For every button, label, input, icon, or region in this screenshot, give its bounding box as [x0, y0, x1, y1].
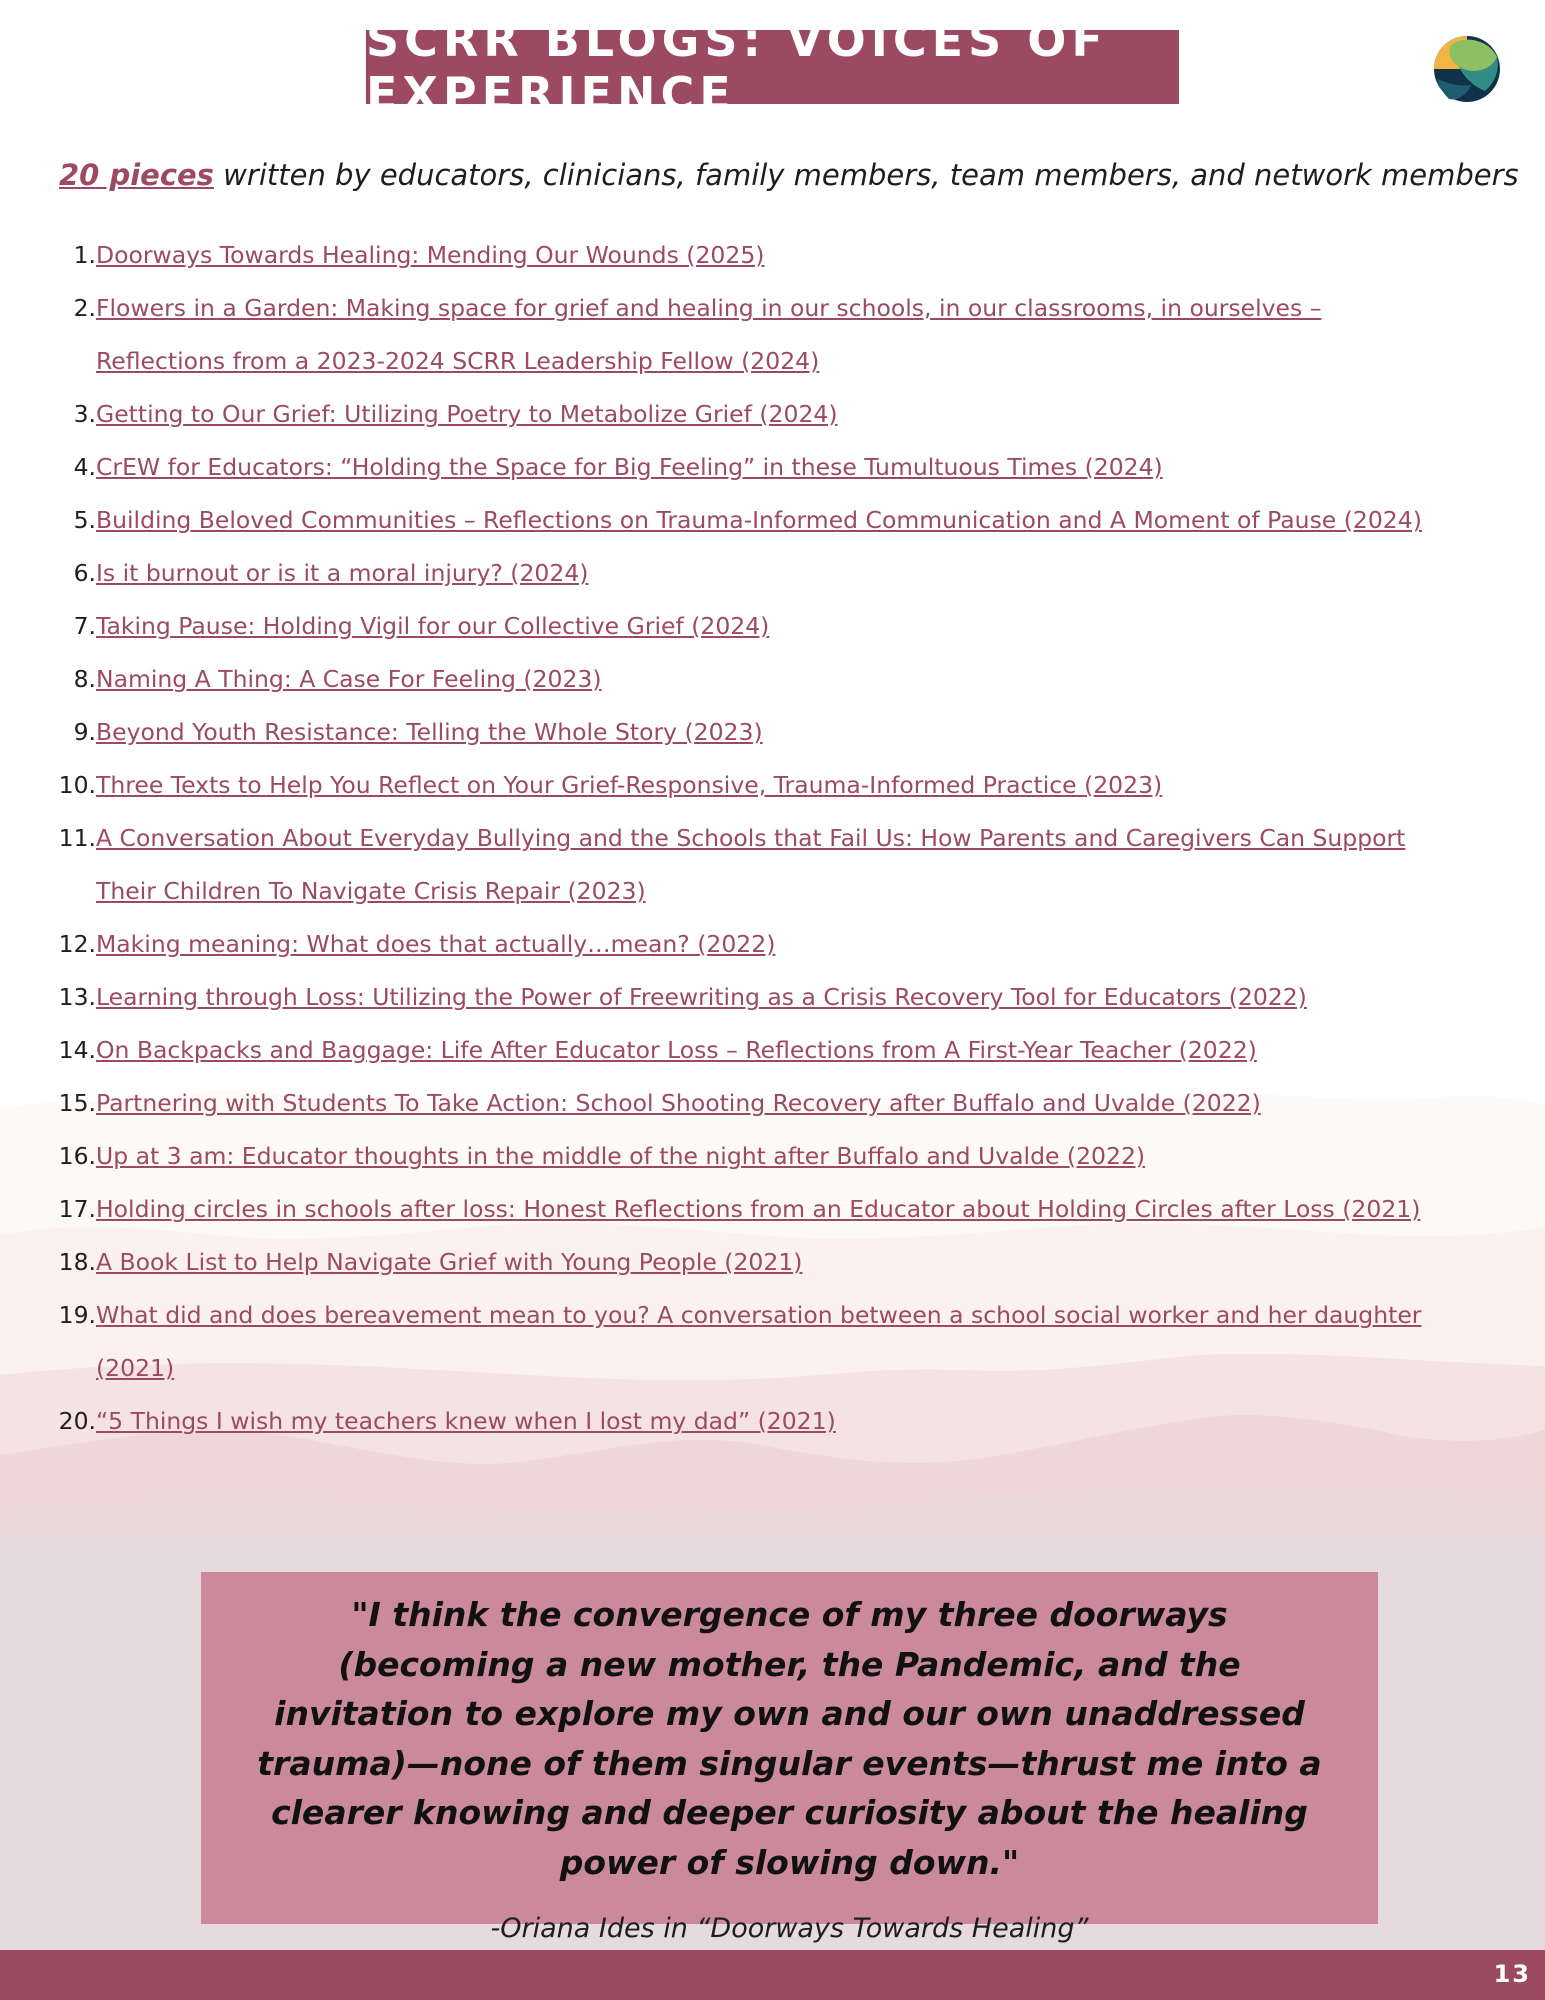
blog-link[interactable]: Up at 3 am: Educator thoughts in the middle of the night after Buffalo and Uvalde (2022) [96, 1142, 1146, 1170]
item-number: 18. [58, 1248, 96, 1276]
list-item [0, 600, 1545, 653]
item-number: 10. [58, 771, 96, 799]
blog-link[interactable]: Building Beloved Communities – Reflections on Trauma-Informed Communication and A Moment of Pause (2024) [96, 506, 1422, 534]
quote-attribution: -Oriana Ides in “Doorways Towards Healing” [490, 1913, 1089, 1944]
item-number: 19. [58, 1301, 96, 1329]
circle-logo-icon [1433, 35, 1501, 103]
blog-link[interactable]: Flowers in a Garden: Making space for grief and healing in our schools, in our classrooms, in ourselves – Reflections from a 2023-2024 SCRR Leadership Fellow (2024) [96, 294, 1322, 375]
list-item [0, 1289, 1545, 1395]
quote-text: "I think the convergence of my three doorways (becoming a new mother, the Pandemic, and the invitation to explore my own and our own unaddressed trauma)—none of them singular events—thrust me into a clearer knowing and deeper curiosity about the healing power of slowing down." [257, 1595, 1322, 1882]
item-number: 8. [73, 665, 96, 693]
blog-link[interactable]: Getting to Our Grief: Utilizing Poetry to Metabolize Grief (2024) [96, 400, 838, 428]
item-number: 6. [73, 559, 96, 587]
item-number: 15. [58, 1089, 96, 1117]
page-number: 13 [1493, 1960, 1531, 1988]
blog-link[interactable]: A Conversation About Everyday Bullying and the Schools that Fail Us: How Parents and Caregivers Can Support Their Children To Navigate Crisis Repair (2023) [96, 824, 1406, 905]
list-item [0, 1077, 1545, 1130]
blog-link[interactable]: What did and does bereavement mean to you? A conversation between a school social worker and her daughter (2021) [96, 1301, 1422, 1382]
list-item [0, 706, 1545, 759]
item-number: 5. [73, 506, 96, 534]
blog-link[interactable]: A Book List to Help Navigate Grief with Young People (2021) [96, 1248, 803, 1276]
list-item [0, 547, 1545, 600]
list-item [0, 1236, 1545, 1289]
list-item [0, 812, 1545, 918]
item-number: 13. [58, 983, 96, 1011]
list-item [0, 1024, 1545, 1077]
blog-link[interactable]: Naming A Thing: A Case For Feeling (2023) [96, 665, 602, 693]
list-item [0, 388, 1545, 441]
item-number: 7. [73, 612, 96, 640]
blog-link[interactable]: Doorways Towards Healing: Mending Our Wounds (2025) [96, 241, 765, 269]
item-number: 20. [58, 1407, 96, 1435]
blog-link[interactable]: Learning through Loss: Utilizing the Power of Freewriting as a Crisis Recovery Tool for Educators (2022) [96, 983, 1307, 1011]
list-item [0, 759, 1545, 812]
blog-link[interactable]: Taking Pause: Holding Vigil for our Collective Grief (2024) [96, 612, 770, 640]
item-number: 4. [73, 453, 96, 481]
list-item [0, 918, 1545, 971]
blog-link[interactable]: Making meaning: What does that actually…mean? (2022) [96, 930, 776, 958]
list-item [0, 1183, 1545, 1236]
blog-link[interactable]: “5 Things I wish my teachers knew when I lost my dad” (2021) [96, 1407, 836, 1435]
item-number: 11. [58, 824, 96, 852]
blog-link[interactable]: Beyond Youth Resistance: Telling the Whole Story (2023) [96, 718, 763, 746]
blog-link[interactable]: Three Texts to Help You Reflect on Your Grief-Responsive, Trauma-Informed Practice (2023) [96, 771, 1163, 799]
item-number: 2. [73, 294, 96, 322]
pieces-count-link[interactable]: 20 pieces [59, 158, 214, 192]
intro-line [59, 158, 1539, 192]
list-item [0, 441, 1545, 494]
blog-link[interactable]: CrEW for Educators: “Holding the Space for Big Feeling” in these Tumultuous Times (2024) [96, 453, 1163, 481]
item-number: 1. [73, 241, 96, 269]
item-number: 9. [73, 718, 96, 746]
item-number: 3. [73, 400, 96, 428]
list-item [0, 971, 1545, 1024]
footer-bar [0, 1950, 1545, 2000]
blog-link[interactable]: On Backpacks and Baggage: Life After Educator Loss – Reflections from A First-Year Teacher (2022) [96, 1036, 1257, 1064]
blog-link[interactable]: Holding circles in schools after loss: Honest Reflections from an Educator about Holding Circles after Loss (2021) [96, 1195, 1421, 1223]
list-item [0, 653, 1545, 706]
list-item [0, 1395, 1545, 1448]
blog-list [0, 229, 1545, 1448]
quote-box [201, 1572, 1378, 1944]
blog-link[interactable]: Partnering with Students To Take Action: School Shooting Recovery after Buffalo and Uvalde (2022) [96, 1089, 1261, 1117]
list-item [0, 1130, 1545, 1183]
list-item [0, 229, 1545, 282]
item-number: 17. [58, 1195, 96, 1223]
intro-text: written by educators, clinicians, family members, team members, and network members [213, 158, 1519, 192]
item-number: 12. [58, 930, 96, 958]
page-title: SCRR BLOGS: VOICES OF EXPERIENCE [366, 30, 1179, 104]
list-item [0, 494, 1545, 547]
list-item [0, 282, 1545, 388]
blog-link[interactable]: Is it burnout or is it a moral injury? (2024) [96, 559, 589, 587]
item-number: 14. [58, 1036, 96, 1064]
item-number: 16. [58, 1142, 96, 1170]
